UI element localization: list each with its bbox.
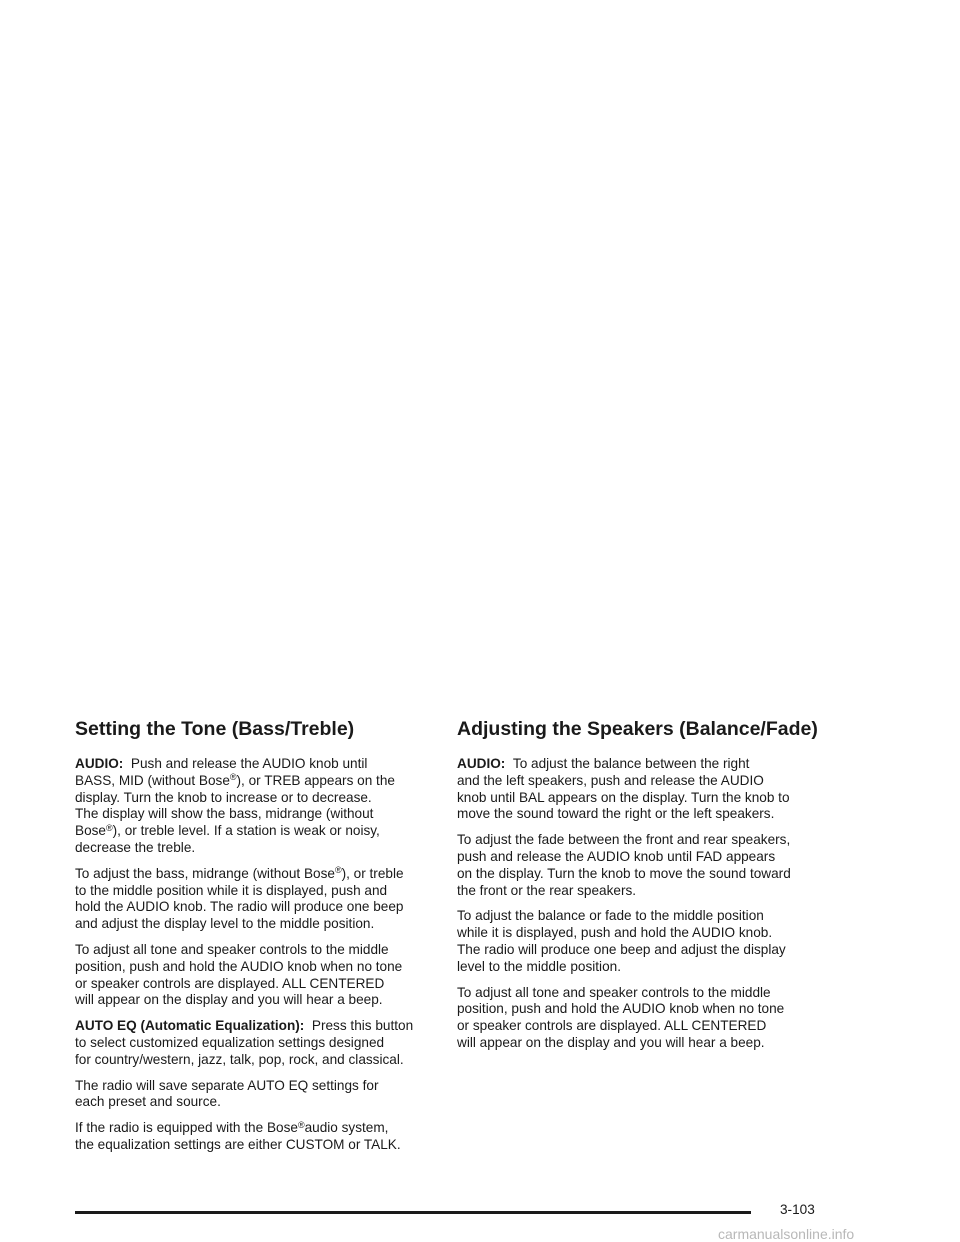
text-segment: To adjust the bass, midrange (without Bose	[75, 865, 335, 881]
lead-audio: AUDIO:	[457, 756, 506, 771]
paragraph-all-centered: To adjust all tone and speaker controls to the middle position, push and hold the AUDIO knob when no tone or speaker controls are displayed. ALL CENTERED will appear on the display and you will hear a beep.	[457, 984, 785, 1050]
watermark: carmanualsonline.info	[718, 1226, 855, 1242]
registered-mark: ®	[105, 822, 113, 833]
right-column	[457, 716, 819, 1061]
paragraph-auto-eq	[75, 1018, 437, 1068]
text-segment: audio system, the equalization settings are either CUSTOM or TALK.	[75, 1120, 401, 1152]
paragraph-adjust-middle	[75, 866, 437, 933]
registered-mark: ®	[229, 772, 237, 783]
left-column	[75, 716, 437, 1163]
paragraph-auto-eq-save: The radio will save separate AUTO EQ settings for each preset and source.	[75, 1077, 379, 1110]
text-segment: ), or treble to the middle position while it is displayed, push and hold the AUDIO knob. The radio will produce one beep and adjust the display level to the middle position.	[75, 865, 404, 932]
paragraph-audio-tone	[75, 756, 437, 857]
registered-mark: ®	[297, 1119, 305, 1130]
footer-rule	[75, 1211, 751, 1214]
text-segment: To adjust the balance between the right and the left speakers, push and release the AUDIO knob until BAL appears on the display. Turn the knob to move the sound toward the right or the left speakers.	[457, 756, 790, 822]
text-segment: ), or TREB appears on the display. Turn the knob to increase or to decrease. The display will show the bass, midrange (without Bose	[75, 772, 395, 839]
section-title-speakers: Adjusting the Speakers (Balance/Fade)	[457, 718, 818, 740]
paragraph-bose-eq	[75, 1120, 437, 1154]
registered-mark: ®	[334, 865, 342, 876]
paragraph-fade: To adjust the fade between the front and rear speakers, push and release the AUDIO knob until FAD appears on the display. Turn the knob to move the sound toward the front or the rear speakers.	[457, 832, 791, 898]
text-segment: ), or treble level. If a station is weak or noisy, decrease the treble.	[75, 823, 380, 855]
paragraph-balance-fade-middle: To adjust the balance or fade to the middle position while it is displayed, push and hold the AUDIO knob. The radio will produce one beep and adjust the display level to the middle position.	[457, 908, 786, 974]
lead-audio: AUDIO:	[75, 756, 124, 771]
text-segment: Push and release the AUDIO knob until BASS, MID (without Bose	[75, 756, 368, 788]
page-number: 3-103	[780, 1202, 815, 1217]
paragraph-audio-balance	[457, 756, 819, 823]
section-title-tone: Setting the Tone (Bass/Treble)	[75, 718, 355, 740]
paragraph-all-centered: To adjust all tone and speaker controls to the middle position, push and hold the AUDIO knob when no tone or speaker controls are displayed. ALL CENTERED will appear on the display and you will hear a beep.	[75, 941, 403, 1008]
text-segment: Press this button to select customized equalization settings designed for country/western, jazz, talk, pop, rock, and classical.	[75, 1018, 414, 1067]
text-segment: If the radio is equipped with the Bose	[75, 1120, 298, 1136]
lead-auto-eq: AUTO EQ (Automatic Equalization):	[75, 1018, 305, 1034]
